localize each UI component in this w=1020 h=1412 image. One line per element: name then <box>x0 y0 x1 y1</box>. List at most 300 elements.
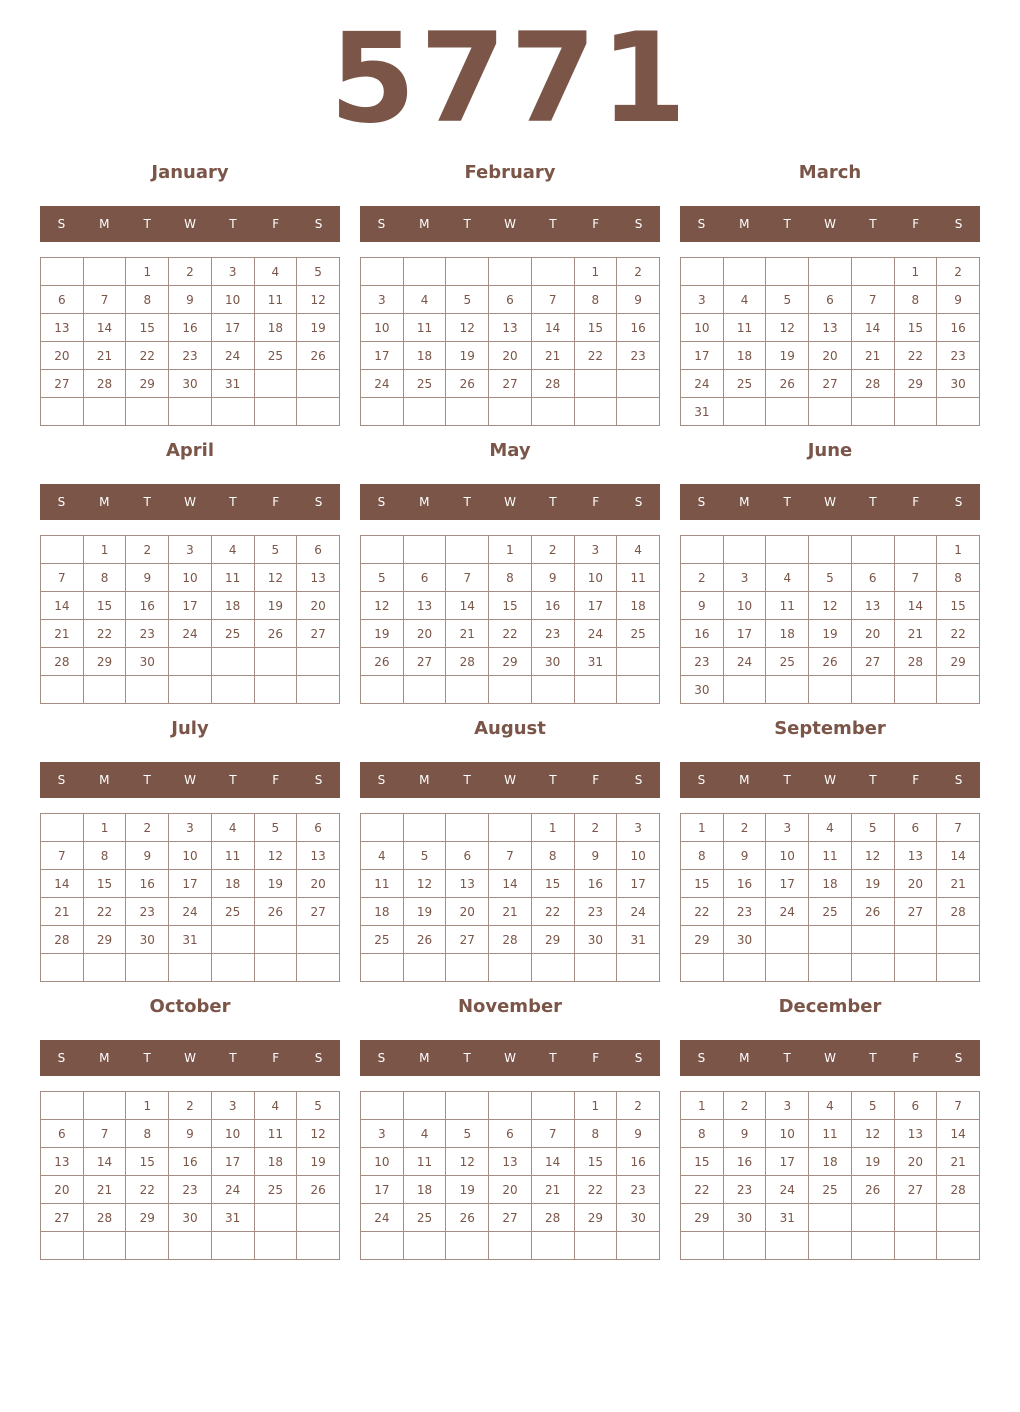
day-cell: 21 <box>937 1148 980 1176</box>
day-cell: 8 <box>126 1120 169 1148</box>
days-grid <box>40 813 340 982</box>
weekday-label: S <box>377 773 386 787</box>
day-cell <box>254 648 297 676</box>
weekday-label: W <box>504 217 516 231</box>
day-cell: 19 <box>851 870 894 898</box>
day-cell: 4 <box>403 286 446 314</box>
day-cell: 6 <box>41 286 84 314</box>
day-cell: 10 <box>681 314 724 342</box>
week-row <box>361 536 660 564</box>
day-cell: 7 <box>851 286 894 314</box>
day-cell <box>446 954 489 982</box>
day-cell: 29 <box>126 1204 169 1232</box>
day-cell: 6 <box>851 564 894 592</box>
day-cell: 23 <box>937 342 980 370</box>
day-cell: 5 <box>254 536 297 564</box>
weekday-header <box>680 206 980 242</box>
day-cell: 17 <box>169 870 212 898</box>
day-cell: 15 <box>937 592 980 620</box>
day-cell: 17 <box>169 592 212 620</box>
day-cell: 11 <box>211 564 254 592</box>
day-cell <box>809 676 852 704</box>
day-cell: 6 <box>489 1120 532 1148</box>
day-cell: 26 <box>809 648 852 676</box>
day-cell: 2 <box>617 1092 660 1120</box>
day-cell: 31 <box>681 398 724 426</box>
day-cell: 26 <box>297 342 340 370</box>
day-cell: 20 <box>489 342 532 370</box>
day-cell <box>894 676 937 704</box>
weekday-label: S <box>697 1051 706 1065</box>
day-cell <box>254 954 297 982</box>
day-cell: 4 <box>809 1092 852 1120</box>
weekday-label: F <box>272 217 280 231</box>
day-cell: 22 <box>126 342 169 370</box>
weekday-label: W <box>184 773 196 787</box>
month-name: July <box>171 718 209 739</box>
day-cell: 10 <box>766 1120 809 1148</box>
day-cell <box>83 1092 126 1120</box>
week-row <box>681 398 980 426</box>
day-cell <box>361 954 404 982</box>
day-cell: 8 <box>574 286 617 314</box>
day-cell <box>489 954 532 982</box>
day-cell: 4 <box>403 1120 446 1148</box>
day-cell: 10 <box>766 842 809 870</box>
day-cell <box>297 676 340 704</box>
day-cell: 27 <box>809 370 852 398</box>
day-cell: 4 <box>361 842 404 870</box>
day-cell <box>83 398 126 426</box>
day-cell <box>937 954 980 982</box>
week-row <box>41 676 340 704</box>
day-cell: 22 <box>681 1176 724 1204</box>
day-cell: 18 <box>723 342 766 370</box>
day-cell: 21 <box>894 620 937 648</box>
day-cell: 18 <box>254 1148 297 1176</box>
day-cell: 28 <box>894 648 937 676</box>
weekday-label: F <box>912 495 920 509</box>
day-cell: 17 <box>766 870 809 898</box>
day-cell: 26 <box>361 648 404 676</box>
week-row <box>41 1176 340 1204</box>
day-cell <box>617 370 660 398</box>
day-cell: 12 <box>851 842 894 870</box>
day-cell: 24 <box>361 370 404 398</box>
weekday-label: S <box>377 495 386 509</box>
day-cell <box>681 1232 724 1260</box>
day-cell: 10 <box>211 286 254 314</box>
day-cell <box>809 1232 852 1260</box>
day-cell <box>937 398 980 426</box>
day-cell: 23 <box>126 898 169 926</box>
day-cell: 14 <box>83 1148 126 1176</box>
month-name: August <box>474 718 546 739</box>
day-cell: 17 <box>361 342 404 370</box>
day-cell: 16 <box>937 314 980 342</box>
day-cell: 9 <box>531 564 574 592</box>
weekday-label: F <box>912 1051 920 1065</box>
day-cell <box>169 648 212 676</box>
day-cell: 3 <box>361 1120 404 1148</box>
week-row <box>361 870 660 898</box>
weekday-label: M <box>99 495 110 509</box>
day-cell: 3 <box>766 814 809 842</box>
week-row <box>681 1120 980 1148</box>
day-cell: 13 <box>446 870 489 898</box>
day-cell <box>361 398 404 426</box>
week-row <box>361 1232 660 1260</box>
day-cell: 1 <box>681 814 724 842</box>
day-cell: 17 <box>681 342 724 370</box>
week-row <box>681 926 980 954</box>
day-cell <box>169 954 212 982</box>
day-cell: 4 <box>211 814 254 842</box>
weekday-label: S <box>634 217 643 231</box>
day-cell <box>41 1232 84 1260</box>
day-cell: 4 <box>254 1092 297 1120</box>
month-name: June <box>807 440 853 461</box>
weekday-label: S <box>697 773 706 787</box>
month-block <box>360 714 660 974</box>
weekday-label: S <box>57 773 66 787</box>
day-cell <box>169 676 212 704</box>
day-cell: 13 <box>403 592 446 620</box>
day-cell: 11 <box>254 286 297 314</box>
weekday-label: S <box>954 773 963 787</box>
day-cell: 23 <box>126 620 169 648</box>
day-cell: 8 <box>681 842 724 870</box>
weekday-label: S <box>57 1051 66 1065</box>
day-cell: 25 <box>254 342 297 370</box>
day-cell <box>574 398 617 426</box>
day-cell: 29 <box>574 1204 617 1232</box>
day-cell: 29 <box>894 370 937 398</box>
day-cell <box>254 1232 297 1260</box>
day-cell: 25 <box>361 926 404 954</box>
day-cell: 12 <box>254 842 297 870</box>
day-cell: 30 <box>681 676 724 704</box>
day-cell <box>809 258 852 286</box>
day-cell: 28 <box>83 1204 126 1232</box>
week-row <box>681 314 980 342</box>
day-cell: 27 <box>489 370 532 398</box>
day-cell <box>83 676 126 704</box>
weekday-label: M <box>739 217 750 231</box>
weekday-label: F <box>592 1051 600 1065</box>
week-row <box>361 620 660 648</box>
day-cell: 16 <box>169 1148 212 1176</box>
day-cell <box>766 536 809 564</box>
day-cell <box>211 398 254 426</box>
day-cell: 21 <box>489 898 532 926</box>
day-cell: 11 <box>403 1148 446 1176</box>
day-cell <box>617 1232 660 1260</box>
day-cell: 18 <box>766 620 809 648</box>
day-cell <box>211 648 254 676</box>
day-cell: 27 <box>851 648 894 676</box>
day-cell: 8 <box>489 564 532 592</box>
day-cell: 31 <box>169 926 212 954</box>
day-cell: 13 <box>41 1148 84 1176</box>
day-cell: 5 <box>403 842 446 870</box>
weekday-label: T <box>783 1051 791 1065</box>
day-cell: 30 <box>169 1204 212 1232</box>
day-cell: 28 <box>83 370 126 398</box>
weekday-label: F <box>592 217 600 231</box>
day-cell: 20 <box>297 592 340 620</box>
weekday-label: S <box>314 217 323 231</box>
weekday-label: T <box>783 773 791 787</box>
day-cell: 25 <box>211 898 254 926</box>
week-row <box>41 1204 340 1232</box>
day-cell: 11 <box>617 564 660 592</box>
day-cell <box>851 676 894 704</box>
weekday-header <box>680 762 980 798</box>
month-block <box>40 436 340 696</box>
day-cell: 13 <box>894 1120 937 1148</box>
day-cell: 20 <box>403 620 446 648</box>
day-cell: 18 <box>403 342 446 370</box>
day-cell: 11 <box>809 842 852 870</box>
day-cell: 6 <box>446 842 489 870</box>
week-row <box>41 592 340 620</box>
day-cell: 19 <box>403 898 446 926</box>
day-cell: 14 <box>937 842 980 870</box>
weekday-header <box>40 762 340 798</box>
month-block <box>40 992 340 1252</box>
day-cell <box>489 1232 532 1260</box>
day-cell: 25 <box>403 370 446 398</box>
day-cell <box>851 1232 894 1260</box>
day-cell: 15 <box>126 314 169 342</box>
day-cell <box>766 676 809 704</box>
day-cell <box>809 954 852 982</box>
weekday-label: T <box>463 217 471 231</box>
weekday-label: T <box>229 773 237 787</box>
week-row <box>361 814 660 842</box>
day-cell: 14 <box>489 870 532 898</box>
week-row <box>361 314 660 342</box>
day-cell: 21 <box>83 1176 126 1204</box>
days-grid <box>680 813 980 982</box>
day-cell: 20 <box>446 898 489 926</box>
day-cell <box>723 398 766 426</box>
weekday-label: T <box>143 1051 151 1065</box>
weekday-label: M <box>99 217 110 231</box>
weekday-header <box>360 206 660 242</box>
day-cell: 23 <box>723 898 766 926</box>
weekday-label: F <box>272 773 280 787</box>
day-cell: 5 <box>361 564 404 592</box>
month-block <box>680 158 980 418</box>
day-cell <box>723 258 766 286</box>
week-row <box>681 620 980 648</box>
day-cell: 3 <box>169 814 212 842</box>
week-row <box>41 842 340 870</box>
day-cell <box>446 676 489 704</box>
weekday-label: W <box>824 1051 836 1065</box>
day-cell <box>254 370 297 398</box>
week-row <box>41 314 340 342</box>
day-cell: 23 <box>169 1176 212 1204</box>
day-cell <box>894 926 937 954</box>
weekday-label: T <box>869 217 877 231</box>
week-row <box>681 1204 980 1232</box>
day-cell: 2 <box>937 258 980 286</box>
day-cell: 22 <box>83 898 126 926</box>
day-cell <box>617 954 660 982</box>
weekday-label: T <box>549 217 557 231</box>
day-cell: 29 <box>937 648 980 676</box>
week-row <box>681 814 980 842</box>
weekday-label: S <box>634 495 643 509</box>
month-block <box>360 436 660 696</box>
weekday-label: M <box>419 773 430 787</box>
day-cell <box>809 1204 852 1232</box>
week-row <box>41 258 340 286</box>
day-cell: 29 <box>489 648 532 676</box>
day-cell: 6 <box>809 286 852 314</box>
day-cell: 6 <box>297 536 340 564</box>
day-cell: 24 <box>211 342 254 370</box>
weekday-label: M <box>419 217 430 231</box>
weekday-header <box>360 1040 660 1076</box>
day-cell: 30 <box>126 926 169 954</box>
day-cell <box>41 398 84 426</box>
days-grid <box>40 535 340 704</box>
month-block <box>360 158 660 418</box>
week-row <box>361 676 660 704</box>
day-cell: 8 <box>83 842 126 870</box>
week-row <box>361 898 660 926</box>
day-cell: 31 <box>574 648 617 676</box>
day-cell: 18 <box>617 592 660 620</box>
day-cell <box>809 926 852 954</box>
week-row <box>361 1092 660 1120</box>
day-cell: 17 <box>617 870 660 898</box>
day-cell <box>766 954 809 982</box>
day-cell: 27 <box>894 1176 937 1204</box>
day-cell: 31 <box>211 370 254 398</box>
day-cell: 16 <box>126 592 169 620</box>
day-cell: 19 <box>851 1148 894 1176</box>
day-cell: 26 <box>403 926 446 954</box>
day-cell: 10 <box>361 1148 404 1176</box>
day-cell: 14 <box>446 592 489 620</box>
day-cell <box>489 814 532 842</box>
day-cell: 5 <box>297 258 340 286</box>
day-cell: 24 <box>211 1176 254 1204</box>
days-grid <box>680 1091 980 1260</box>
weekday-label: S <box>954 217 963 231</box>
day-cell: 5 <box>851 1092 894 1120</box>
weekday-label: T <box>463 773 471 787</box>
day-cell <box>361 1232 404 1260</box>
week-row <box>361 1204 660 1232</box>
week-row <box>681 536 980 564</box>
weekday-label: T <box>783 217 791 231</box>
day-cell: 3 <box>681 286 724 314</box>
day-cell: 4 <box>809 814 852 842</box>
week-row <box>41 398 340 426</box>
day-cell: 14 <box>531 1148 574 1176</box>
month-name: October <box>149 996 231 1017</box>
day-cell: 30 <box>531 648 574 676</box>
weekday-label: S <box>57 217 66 231</box>
day-cell: 15 <box>531 870 574 898</box>
weekday-label: T <box>549 495 557 509</box>
day-cell <box>297 398 340 426</box>
day-cell: 2 <box>126 536 169 564</box>
day-cell: 11 <box>254 1120 297 1148</box>
month-block <box>40 714 340 974</box>
days-grid <box>360 535 660 704</box>
day-cell <box>894 1232 937 1260</box>
week-row <box>361 370 660 398</box>
day-cell: 4 <box>617 536 660 564</box>
day-cell <box>41 258 84 286</box>
day-cell <box>851 398 894 426</box>
weekday-label: T <box>549 773 557 787</box>
day-cell <box>254 926 297 954</box>
day-cell: 16 <box>723 1148 766 1176</box>
day-cell: 28 <box>937 898 980 926</box>
weekday-label: F <box>592 495 600 509</box>
weekday-label: S <box>377 1051 386 1065</box>
day-cell <box>126 954 169 982</box>
day-cell: 30 <box>723 1204 766 1232</box>
day-cell <box>489 258 532 286</box>
day-cell <box>681 536 724 564</box>
weekday-header <box>680 484 980 520</box>
day-cell: 28 <box>41 926 84 954</box>
day-cell: 3 <box>766 1092 809 1120</box>
weekday-label: W <box>504 1051 516 1065</box>
day-cell <box>574 1232 617 1260</box>
day-cell: 12 <box>297 286 340 314</box>
day-cell: 5 <box>254 814 297 842</box>
week-row <box>361 1120 660 1148</box>
day-cell <box>489 1092 532 1120</box>
day-cell <box>211 676 254 704</box>
day-cell: 22 <box>681 898 724 926</box>
day-cell <box>41 954 84 982</box>
day-cell: 23 <box>723 1176 766 1204</box>
day-cell: 25 <box>723 370 766 398</box>
week-row <box>681 1148 980 1176</box>
day-cell: 9 <box>169 1120 212 1148</box>
weekday-header <box>40 1040 340 1076</box>
day-cell: 22 <box>126 1176 169 1204</box>
weekday-label: F <box>272 495 280 509</box>
day-cell: 22 <box>531 898 574 926</box>
day-cell <box>446 1092 489 1120</box>
weekday-label: T <box>463 495 471 509</box>
day-cell: 14 <box>937 1120 980 1148</box>
week-row <box>681 286 980 314</box>
day-cell: 25 <box>254 1176 297 1204</box>
day-cell: 15 <box>681 1148 724 1176</box>
week-row <box>361 1148 660 1176</box>
day-cell: 11 <box>211 842 254 870</box>
day-cell <box>531 1232 574 1260</box>
day-cell: 31 <box>211 1204 254 1232</box>
day-cell: 29 <box>83 648 126 676</box>
day-cell <box>531 398 574 426</box>
days-grid <box>40 1091 340 1260</box>
week-row <box>41 342 340 370</box>
